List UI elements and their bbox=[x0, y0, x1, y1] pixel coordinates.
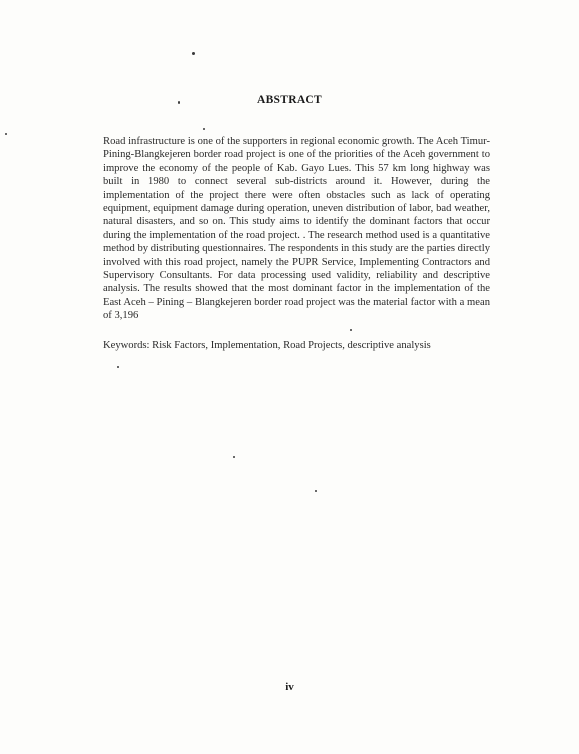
scan-speck bbox=[5, 133, 7, 135]
scan-speck bbox=[233, 456, 235, 458]
keywords-line: Keywords: Risk Factors, Implementation, Road Projects, descriptive analysis bbox=[103, 340, 431, 351]
scan-speck bbox=[178, 101, 180, 104]
scan-speck bbox=[192, 52, 195, 55]
page-number: iv bbox=[285, 681, 294, 693]
abstract-title: ABSTRACT bbox=[256, 94, 323, 106]
abstract-body: Road infrastructure is one of the supporters in regional economic growth. The Aceh Timur-Pining-Blangkejeren border road project is one of the priorities of the Aceh government to improve the economy of the people of Kab. Gayo Lues. This 57 km long highway was built in 1980 to connect several sub-districts around it. However, during the implementation of the project there were often obstacles such as lack of operating equipment, equipment damage during operation, uneven distribution of labor, bad weather, natural disasters, and so on. This study aims to identify the dominant factors that occur during the implementation of the road project. . The research method used is a quantitative method by distributing questionnaires. The respondents in this study are the parties directly involved with this road project, namely the PUPR Service, Implementing Contractors and Supervisory Consultants. For data processing used validity, reliability and descriptive analysis. The results showed that the most dominant factor in the implementation of the East Aceh – Pining – Blangkejeren border road project was the material factor with a mean of 3,196 bbox=[103, 136, 490, 322]
scan-speck bbox=[315, 490, 317, 492]
scan-speck bbox=[350, 329, 352, 331]
scan-speck bbox=[117, 366, 119, 368]
scan-speck bbox=[203, 128, 205, 130]
